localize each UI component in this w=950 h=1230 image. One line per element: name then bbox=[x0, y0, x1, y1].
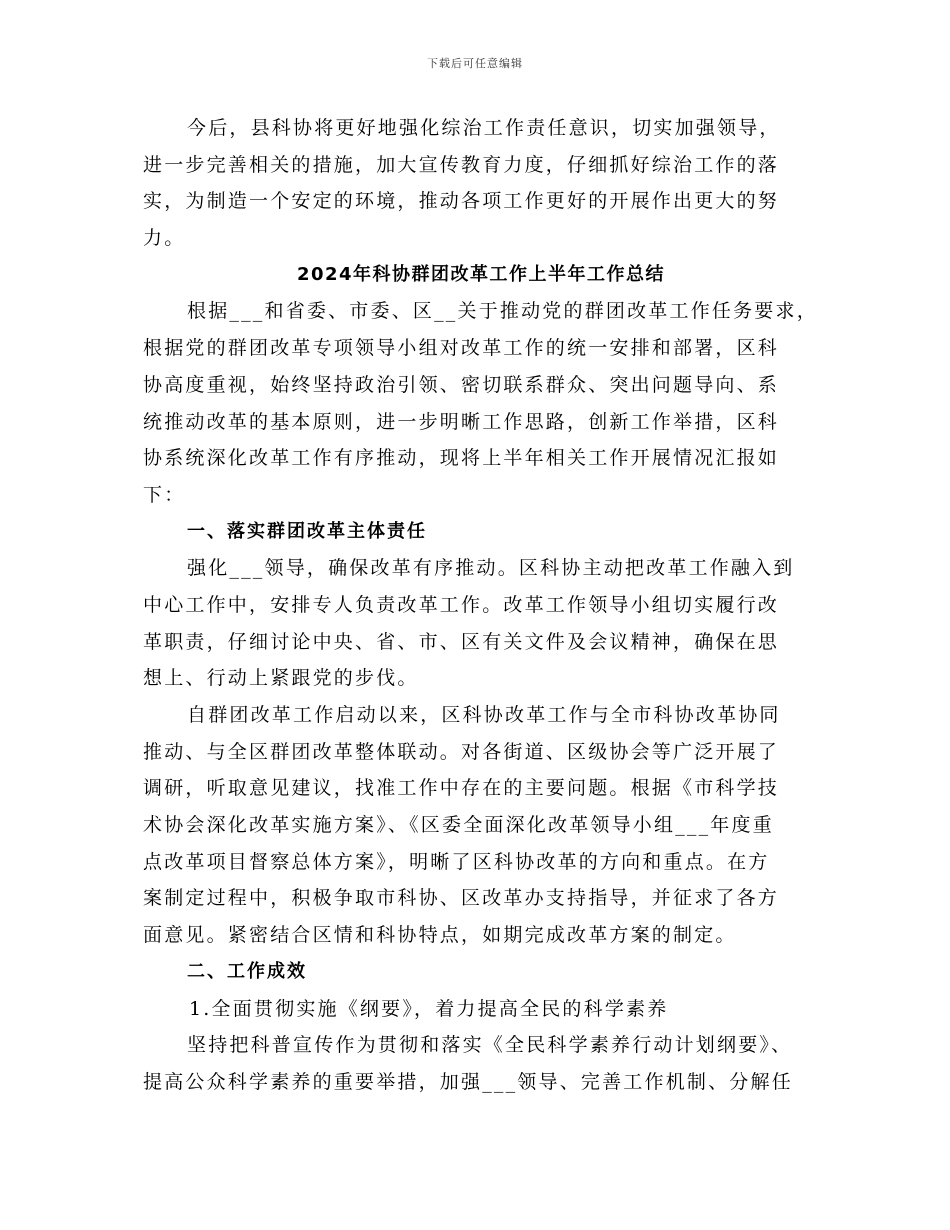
text-line: 调研，听取意见建议，找准工作中存在的主要问题。根据《市科学技 bbox=[143, 777, 780, 800]
section-heading: 一、落实群团改革主体责任 bbox=[187, 520, 427, 542]
text-line: 面意见。紧密结合区情和科协特点，如期完成改革方案的制定。 bbox=[143, 924, 737, 947]
text-line: 力。 bbox=[143, 227, 186, 250]
text-line: 今后，县科协将更好地强化综治工作责任意识，切实加强领导， bbox=[187, 117, 781, 139]
text-line: 进一步完善相关的措施，加大宣传教育力度，仔细抓好综治工作的落 bbox=[143, 153, 780, 176]
text-line: 根据党的群团改革专项领导小组对改革工作的统一安排和部署，区科 bbox=[143, 337, 780, 360]
text-line: 统推动改革的基本原则，进一步明晰工作思路，创新工作举措，区科 bbox=[143, 410, 780, 433]
text-line: 下： bbox=[143, 483, 186, 506]
text-line: 自群团改革工作启动以来，区科协改革工作与全市科协改革协同 bbox=[187, 704, 781, 726]
text-line: 革职责，仔细讨论中央、省、市、区有关文件及会议精神，确保在思 bbox=[143, 630, 780, 653]
text-line: 提高公众科学素养的重要举措，加强___领导、完善工作机制、分解任 bbox=[143, 1070, 793, 1093]
text-line: 1.全面贯彻实施《纲要》，着力提高全民的科学素养 bbox=[189, 997, 669, 1020]
text-line: 术协会深化改革实施方案》、《区委全面深化改革领导小组___年度重 bbox=[143, 814, 774, 837]
text-line: 强化___领导，确保改革有序推动。区科协主动把改革工作融入到 bbox=[187, 557, 795, 580]
text-line: 协高度重视，始终坚持政治引领、密切联系群众、突出问题导向、系 bbox=[143, 373, 780, 396]
text-line: 案制定过程中，积极争取市科协、区改革办支持指导，并征求了各方 bbox=[143, 887, 780, 910]
text-line: 实，为制造一个安定的环境，推动各项工作更好的开展作出更大的努 bbox=[143, 190, 780, 213]
text-line: 推动、与全区群团改革整体联动。对各街道、区级协会等广泛开展了 bbox=[143, 740, 780, 763]
section-heading: 二、工作成效 bbox=[187, 960, 307, 982]
document-title: 2024年科协群团改革工作上半年工作总结 bbox=[296, 263, 666, 285]
text-line: 坚持把科普宣传作为贯彻和落实《全民科学素养行动计划纲要》、 bbox=[187, 1034, 793, 1057]
text-line: 想上、行动上紧跟党的步伐。 bbox=[143, 667, 419, 690]
text-line: 点改革项目督察总体方案》，明晰了区科协改革的方向和重点。在方 bbox=[143, 850, 770, 873]
text-line: 根据___和省委、市委、区__关于推动党的群团改革工作任务要求， bbox=[187, 300, 818, 323]
document-body bbox=[143, 110, 819, 1101]
text-line: 中心工作中，安排专人负责改革工作。改革工作领导小组切实履行改 bbox=[143, 593, 780, 616]
page-header: 下载后可任意编辑 bbox=[427, 57, 523, 70]
text-line: 协系统深化改革工作有序推动，现将上半年相关工作开展情况汇报如 bbox=[143, 447, 780, 470]
